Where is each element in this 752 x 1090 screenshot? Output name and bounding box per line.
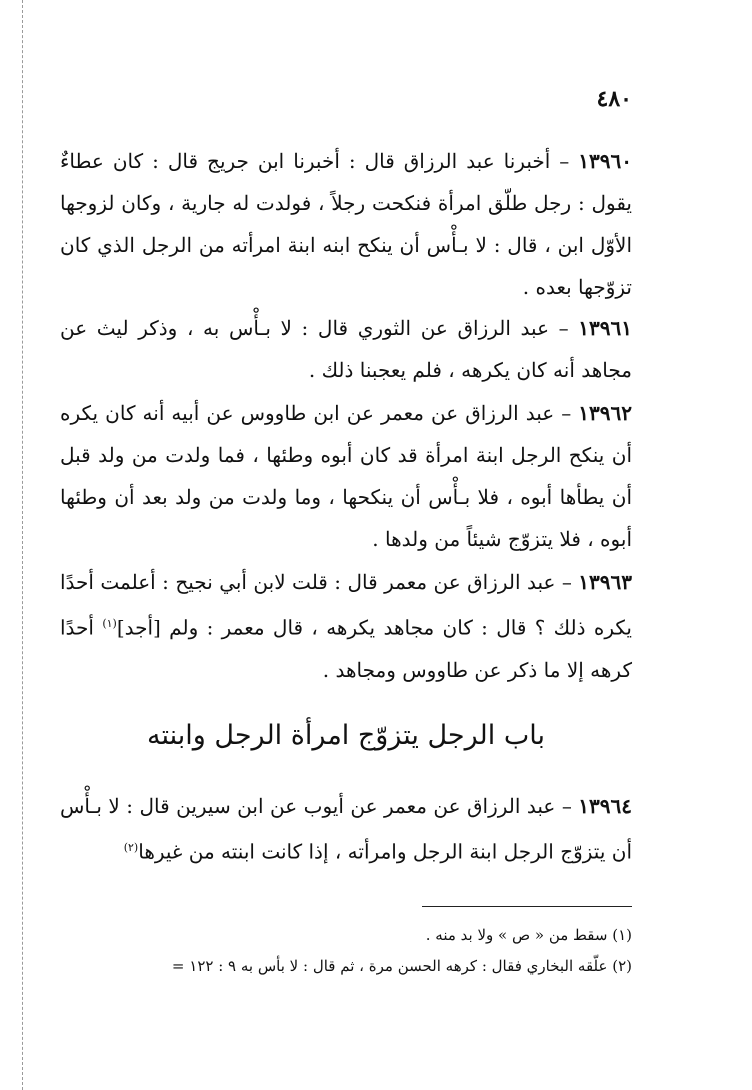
- hadith-number: ١٣٩٦٢: [578, 401, 632, 425]
- hadith-number: ١٣٩٦٣: [578, 570, 632, 594]
- hadith-paragraph: [60, 140, 632, 308]
- hadith-number: ١٣٩٦١: [578, 316, 632, 340]
- hadith-text: – عبد الرزاق عن معمر عن أيوب عن ابن سيرين قال : لا بـأْس أن يتزوّج الرجل ابنة الرجل وامرأته ، إذا كانت ابنته من غيرها: [60, 794, 632, 864]
- footnote: (١) سقط من « ص » ولا بد منه .: [425, 926, 632, 944]
- page-edge-dashed-line: [22, 0, 23, 1090]
- hadith-paragraph: [60, 561, 632, 691]
- page-number: ٤٨٠: [596, 86, 632, 112]
- hadith-paragraph: [60, 392, 632, 560]
- hadith-text: – عبد الرزاق عن معمر قال : قلت لابن أبي نجيح : أعلمت أحدًا يكره ذلك ؟ قال : كان مجاهد يكرهه ، قال معمر : ولم [أجد]: [60, 570, 632, 640]
- chapter-title: باب الرجل يتزوّج امرأة الرجل وابنته: [147, 720, 545, 751]
- hadith-text: – عبد الرزاق عن الثوري قال : لا بـأْس به ، وذكر ليث عن مجاهد أنه كان يكرهه ، فلم يعجبنا ذلك .: [60, 316, 632, 382]
- footnote-reference: (١): [102, 617, 117, 630]
- document-page: [60, 0, 632, 1090]
- hadith-number: ١٣٩٦٤: [578, 794, 632, 818]
- footnote: (٢) علّقه البخاري فقال : كرهه الحسن مرة ، ثم قال : لا بأس به ٩ : ١٢٢ =: [171, 957, 632, 975]
- hadith-paragraph: [60, 307, 632, 391]
- hadith-text: – أخبرنا عبد الرزاق قال : أخبرنا ابن جريج قال : كان عطاءٌ يقول : رجل طلّق امرأة فنكحت رجلاً ، فولدت له جارية ، وكان لزوجها الأوّل ابن ، قال : لا بـأْس أن ينكح ابنه ابنة امرأته من الرجل الذي كان تزوّجها بعده .: [60, 149, 632, 299]
- hadith-number: ١٣٩٦٠: [578, 149, 632, 173]
- footnote-reference: (٢): [123, 841, 139, 854]
- hadith-text: – عبد الرزاق عن معمر عن ابن طاووس عن أبيه أنه كان يكره أن ينكح الرجل ابنة امرأة قد كان أبوه وطئها ، فما ولدت من ولد قبل أن يطأها أبوه ، فلا بـأْس أن ينكحها ، وما ولدت من ولد بعد أن وطئها أبوه ، فلا يتزوّج شيئاً من ولدها .: [60, 401, 632, 551]
- hadith-text-continued: أحدًا كرهه إلا ما ذكر عن طاووس ومجاهد .: [60, 615, 632, 682]
- hadith-paragraph: [60, 785, 632, 873]
- footnote-divider: [422, 906, 632, 907]
